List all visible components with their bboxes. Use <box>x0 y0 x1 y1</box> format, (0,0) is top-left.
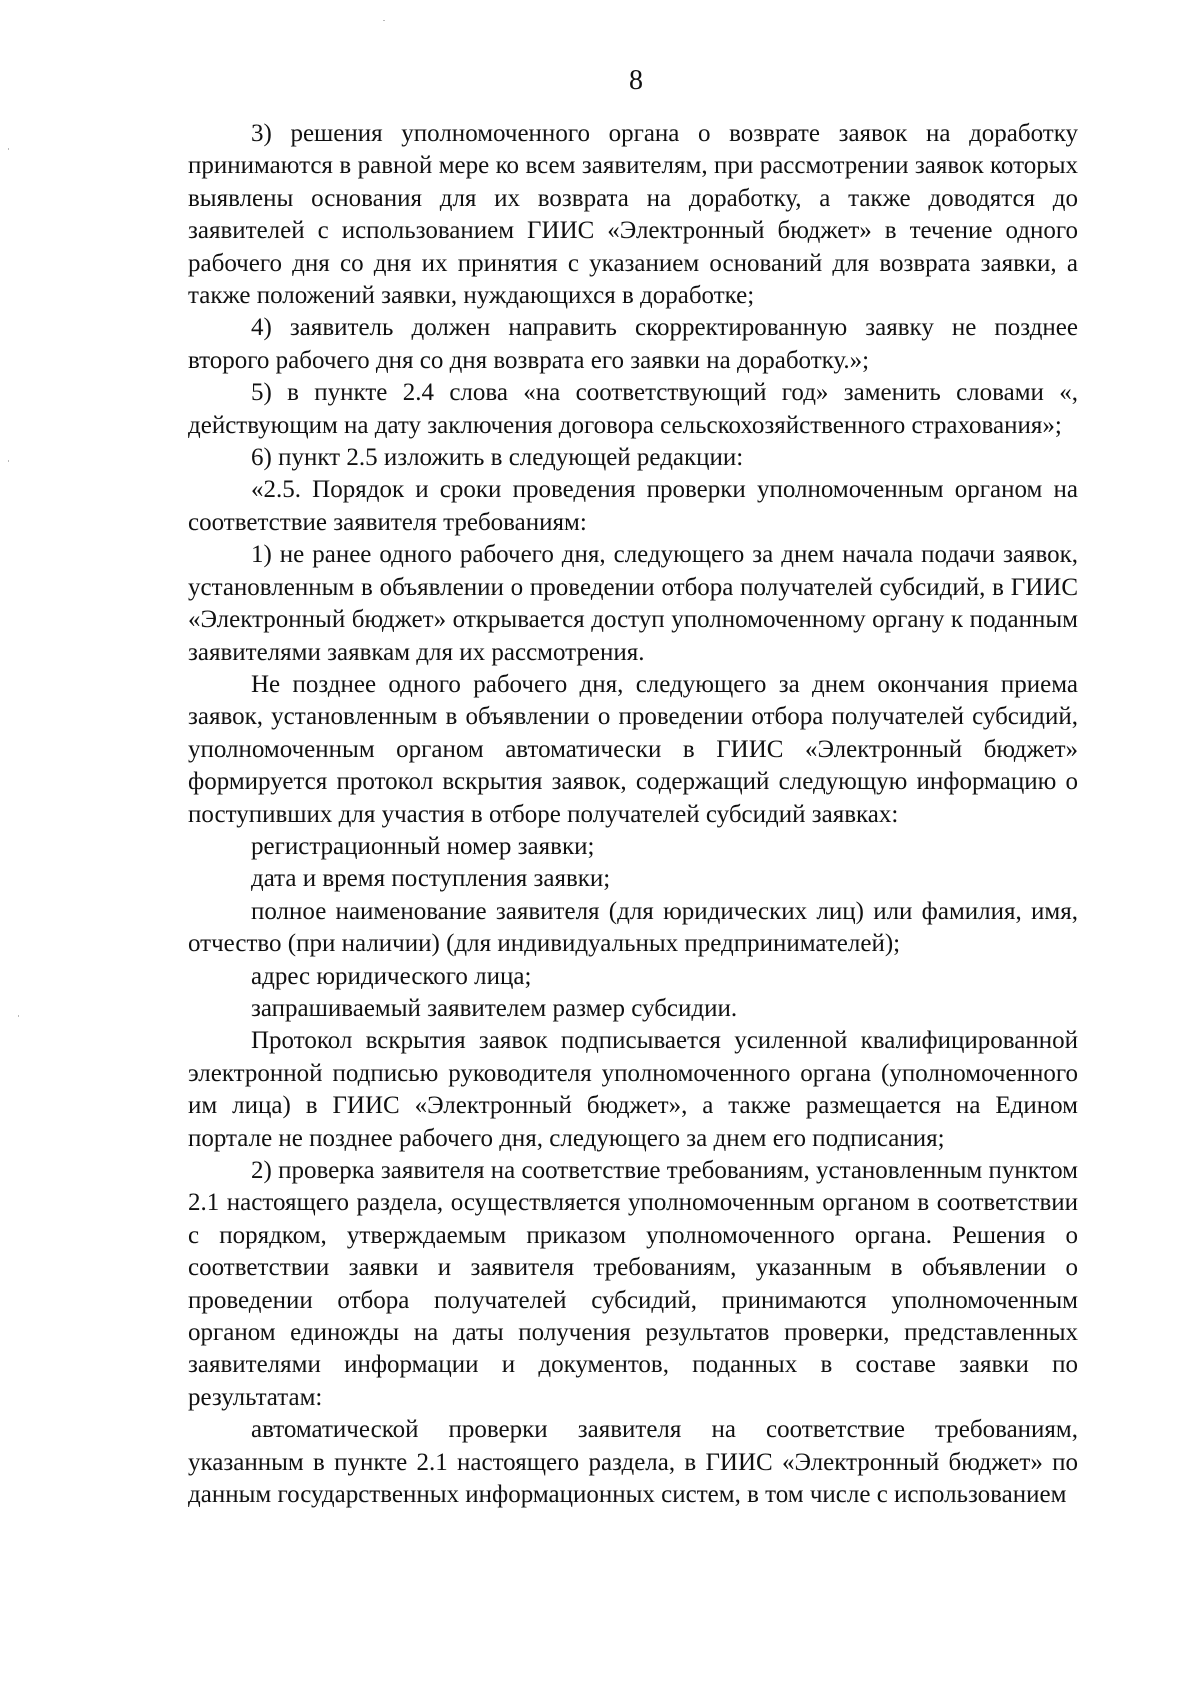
scan-artifact-left <box>8 148 9 150</box>
paragraph-opening-protocol: Не позднее одного рабочего дня, следующего за днем окончания приема заявок, установленным в объявлении о проведении отбора получателей субсидий, уполномоченным органом автоматически в ГИИС «Электронный бюджет» формируется протокол вскрытия заявок, содержащий следующую информацию о поступивших для участия в отборе получателей субсидий заявках: <box>188 670 1078 828</box>
paragraph-resubmission-deadline: 4) заявитель должен направить скорректированную заявку не позднее второго рабочего дня со дня возврата его заявки на доработку.»; <box>188 314 1078 374</box>
paragraph-access-opening: 1) не ранее одного рабочего дня, следующего за днем начала подачи заявок, установленным в объявлении о проведении отбора получателей субсидий, в ГИИС «Электронный бюджет» открывается доступ уполномоченному органу к поданным заявителями заявкам для их рассмотрения. <box>188 541 1078 666</box>
paragraph-protocol-signing: Протокол вскрытия заявок подписывается усиленной квалифицированной электронной подписью руководителя уполномоченного органа (уполномоченного им лица) в ГИИС «Электронный бюджет», а также размещается на Едином портале не позднее рабочего дня, следующего за днем его подписания; <box>188 1027 1078 1152</box>
protocol-item-legal-address: адрес юридического лица; <box>251 962 532 990</box>
protocol-item-registration-number: регистрационный номер заявки; <box>251 832 595 860</box>
paragraph-amend-2-4: 5) в пункте 2.4 слова «на соответствующий год» заменить словами «, действующим на дату заключения договора сельскохозяйственного страхования»; <box>188 379 1078 439</box>
protocol-item-requested-amount: запрашиваемый заявителем размер субсидии. <box>251 994 738 1022</box>
document-body <box>188 118 1078 1511</box>
protocol-item-applicant-name: полное наименование заявителя (для юридических лиц) или фамилия, имя, отчество (при наличии) (для индивидуальных предпринимателей); <box>188 897 1078 958</box>
paragraph-return-decisions: 3) решения уполномоченного органа о возврате заявок на доработку принимаются в равной мере ко всем заявителям, при рассмотрении заявок которых выявлены основания для их возврата на доработку, а также доводятся до заявителей с использованием ГИИС «Электронный бюджет» в течение одного рабочего дня со дня их принятия с указанием оснований для возврата заявки, а также положений заявки, нуждающихся в доработке; <box>188 120 1078 310</box>
page-number: 8 <box>629 65 643 96</box>
paragraph-applicant-check: 2) проверка заявителя на соответствие требованиям, установленным пунктом 2.1 настоящего раздела, осуществляется уполномоченным органом в соответствии с порядком, утверждаемым приказом уполномоченного органа. Решения о соответствии заявки и заявителя требованиям, указанным в объявлении о проведении отбора получателей субсидий, принимаются уполномоченным органом единожды на даты получения результатов проверки, представленных заявителями информации и документов, поданных в составе заявки по результатам: <box>188 1157 1078 1411</box>
protocol-item-date-time: дата и время поступления заявки; <box>251 865 611 893</box>
paragraph-automatic-check: автоматической проверки заявителя на соответствие требованиям, указанным в пункте 2.1 настоящего раздела, в ГИИС «Электронный бюджет» по данным государственных информационных систем, в том числе с использованием <box>188 1416 1078 1509</box>
scan-artifact-left <box>18 1015 19 1017</box>
paragraph-amend-2-5-intro: 6) пункт 2.5 изложить в следующей редакции: <box>251 444 744 472</box>
scan-artifact-top <box>383 20 385 21</box>
scan-artifact-left <box>8 460 9 462</box>
paragraph-section-2-5-heading: «2.5. Порядок и сроки проведения проверки уполномоченным органом на соответствие заявителя требованиям: <box>188 476 1078 536</box>
